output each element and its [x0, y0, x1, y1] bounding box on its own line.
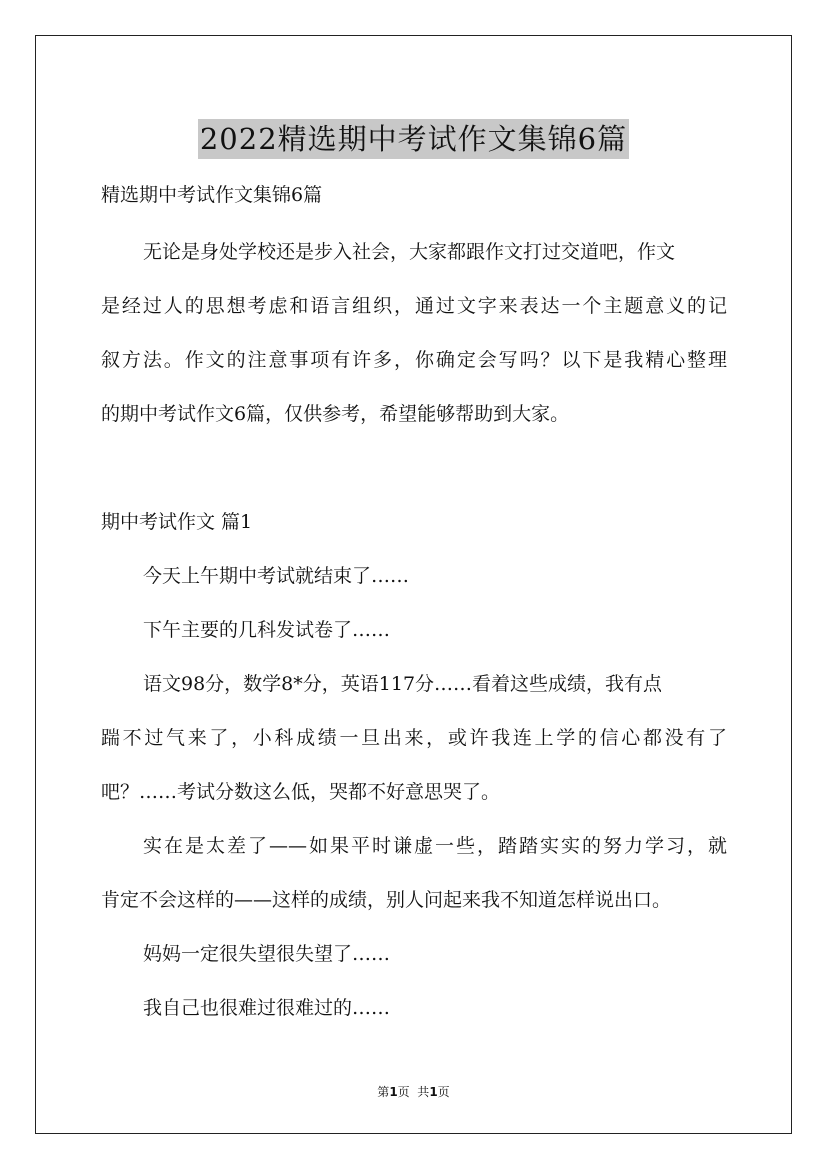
- intro-line-3: 叙方法。作文的注意事项有许多，你确定会写吗？以下是我精心整理: [101, 349, 727, 371]
- body-line-8: 妈妈一定很失望很失望了……: [143, 943, 391, 965]
- footer-suffix: 页: [437, 1085, 450, 1099]
- footer-mid: 页 共: [397, 1085, 430, 1099]
- body-line-6: 实在是太差了——如果平时谦虚一些，踏踏实实的努力学习，就: [143, 835, 727, 857]
- document-title: 2022精选期中考试作文集锦6篇: [198, 119, 629, 159]
- section-heading: 期中考试作文 篇1: [101, 511, 253, 533]
- body-line-5: 吧？……考试分数这么低，哭都不好意思哭了。: [101, 781, 501, 803]
- body-line-7: 肯定不会这样的——这样的成绩，别人问起来我不知道怎样说出口。: [101, 889, 672, 911]
- body-line-3: 语文98分，数学8*分，英语117分……看着这些成绩，我有点: [143, 673, 663, 695]
- title-container: [0, 100, 827, 179]
- total-pages-number: 1: [429, 1085, 438, 1099]
- body-line-4: 踹不过气来了，小科成绩一旦出来，或许我连上学的信心都没有了: [101, 727, 727, 749]
- page-footer: [0, 1083, 827, 1100]
- body-line-2: 下午主要的几科发试卷了……: [143, 619, 391, 641]
- body-line-9: 我自己也很难过很难过的……: [143, 997, 391, 1019]
- intro-line-4: 的期中考试作文6篇，仅供参考，希望能够帮助到大家。: [101, 403, 570, 425]
- intro-line-1: 无论是身处学校还是步入社会，大家都跟作文打过交道吧，作文: [143, 241, 676, 263]
- footer-prefix: 第: [377, 1085, 390, 1099]
- intro-line-2: 是经过人的思想考虑和语言组织，通过文字来表达一个主题意义的记: [101, 295, 727, 317]
- current-page-number: 1: [389, 1085, 398, 1099]
- body-line-1: 今天上午期中考试就结束了……: [143, 565, 410, 587]
- document-subtitle: 精选期中考试作文集锦6篇: [101, 184, 323, 206]
